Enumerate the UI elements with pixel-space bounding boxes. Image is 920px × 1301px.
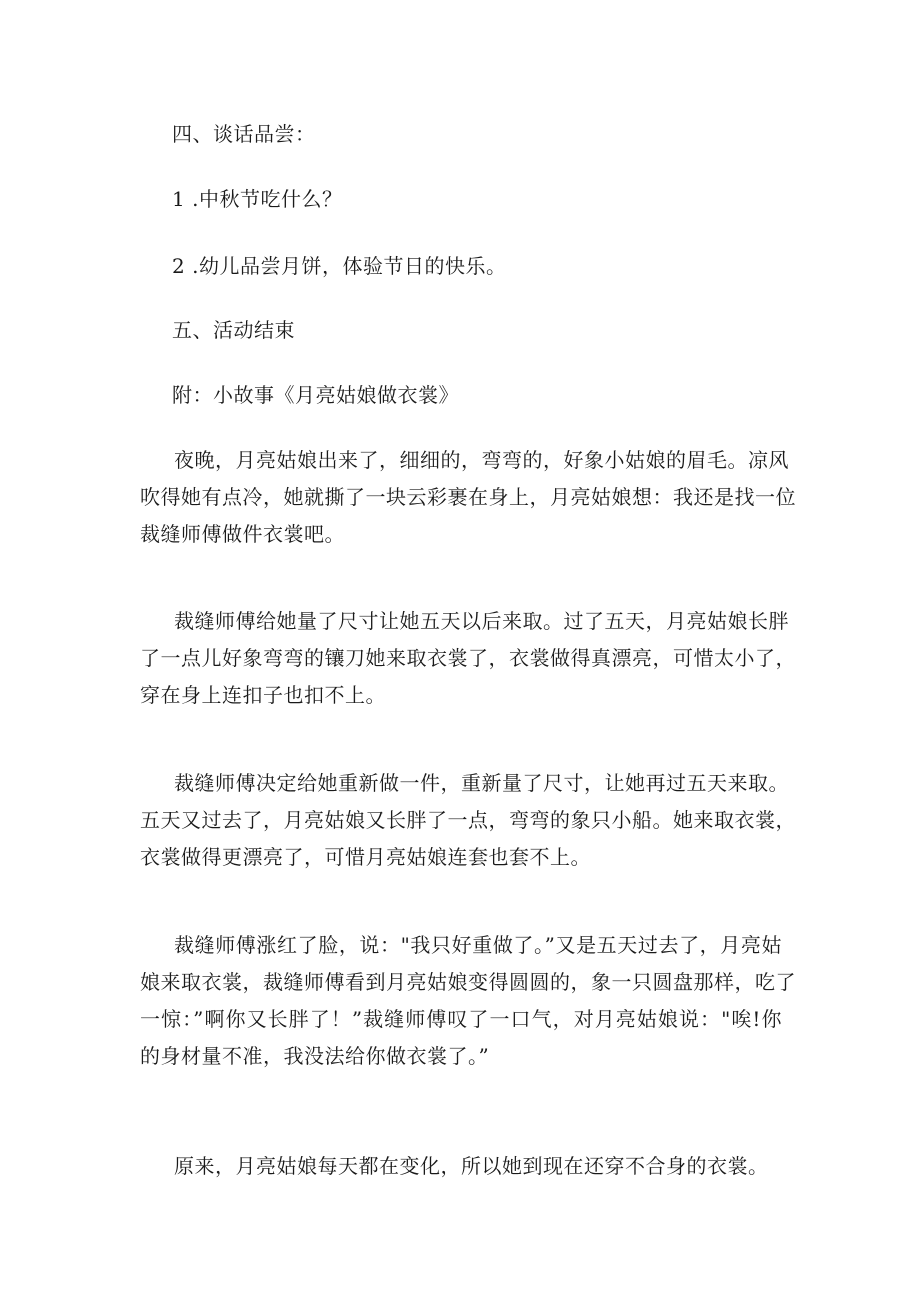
- section-heading-four: 四、谈话品尝：: [172, 122, 316, 146]
- paragraph-line: 吹得她有点冷，她就撕了一块云彩裹在身上，月亮姑娘想：我还是找一位: [140, 485, 796, 509]
- paragraph-line: 原来，月亮姑娘每天都在变化，所以她到现在还穿不合身的衣裳。: [174, 1154, 769, 1178]
- paragraph-line: 裁缝师傅做件衣裳吧。: [140, 522, 345, 546]
- story-paragraph-2: [140, 603, 796, 714]
- paragraph-line: 裁缝师傅给她量了尺寸让她五天以后来取。过了五天，月亮姑娘长胖: [174, 609, 789, 633]
- paragraph-line: 穿在身上连扣子也扣不上。: [140, 683, 386, 707]
- paragraph-line: 夜晚，月亮姑娘出来了，细细的，弯弯的，好象小姑娘的眉毛。凉风: [174, 448, 789, 472]
- paragraph-line: 五天又过去了，月亮姑娘又长胖了一点，弯弯的象只小船。她来取衣裳，: [140, 808, 796, 832]
- paragraph-line: 衣裳做得更漂亮了，可惜月亮姑娘连套也套不上。: [140, 845, 591, 869]
- list-item-2: 2 .幼儿品尝月饼，体验节日的快乐。: [172, 254, 507, 278]
- section-heading-five: 五、活动结束: [172, 318, 295, 342]
- paragraph-line: 的身材量不准，我没法给你做衣裳了。”: [140, 1044, 490, 1068]
- story-paragraph-4: [140, 927, 796, 1075]
- paragraph-line: 娘来取衣裳，裁缝师傅看到月亮姑娘变得圆圆的，象一只圆盘那样，吃了: [140, 970, 796, 994]
- paragraph-line: 了一点儿好象弯弯的镶刀她来取衣裳了，衣裳做得真漂亮，可惜太小了，: [140, 646, 796, 670]
- paragraph-line: 一惊：”啊你又长胖了！”裁缝师傅叹了一口气，对月亮姑娘说："唉!你: [140, 1007, 782, 1031]
- story-paragraph-3: [140, 765, 796, 876]
- paragraph-line: 裁缝师傅决定给她重新做一件，重新量了尺寸，让她再过五天来取。: [174, 771, 789, 795]
- story-paragraph-1: [140, 442, 796, 553]
- paragraph-line: 裁缝师傅涨红了脸，说："我只好重做了。”又是五天过去了，月亮姑: [174, 933, 782, 957]
- story-paragraph-5: [140, 1148, 782, 1185]
- list-item-1: 1 .中秋节吃什么？: [172, 187, 343, 211]
- appendix-title: 附：小故事《月亮姑娘做衣裳》: [172, 383, 459, 407]
